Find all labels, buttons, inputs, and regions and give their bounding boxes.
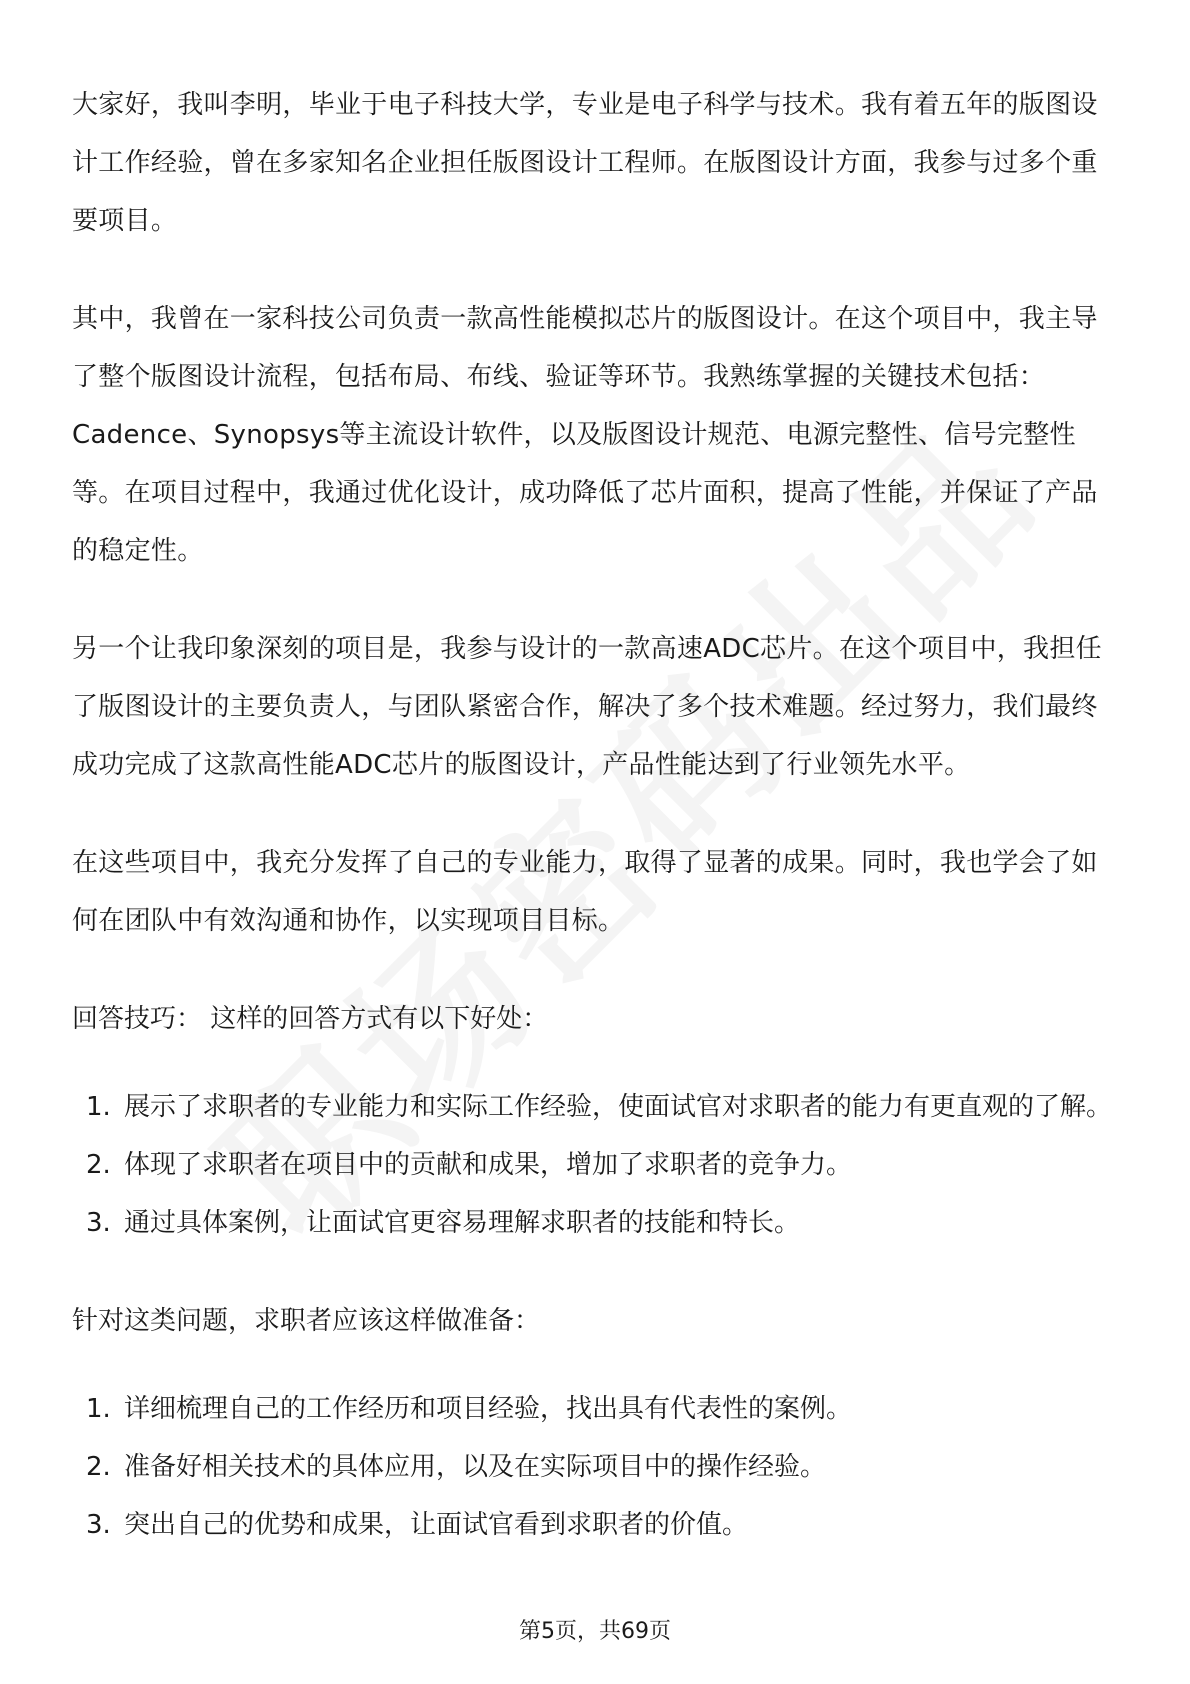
list-item-number: 2. xyxy=(86,1452,111,1482)
list-item-text: 体现了求职者在项目中的贡献和成果，增加了求职者的竞争力。 xyxy=(124,1150,853,1180)
prep-heading: 针对这类问题，求职者应该这样做准备： xyxy=(72,1306,541,1336)
list-item-text: 准备好相关技术的具体应用，以及在实际项目中的操作经验。 xyxy=(124,1452,827,1482)
tips-list xyxy=(72,1078,1118,1252)
page-number: 第5页，共69页 xyxy=(519,1619,671,1644)
document-body xyxy=(72,76,1118,1594)
list-item xyxy=(72,1496,1118,1554)
list-item-number: 3. xyxy=(86,1208,111,1238)
paragraph-intro: 大家好，我叫李明，毕业于电子科技大学，专业是电子科学与技术。我有着五年的版图设计工作经验，曾在多家知名企业担任版图设计工程师。在版图设计方面，我参与过多个重要项目。 xyxy=(72,90,1098,236)
list-item-text: 详细梳理自己的工作经历和项目经验，找出具有代表性的案例。 xyxy=(124,1394,853,1424)
list-item xyxy=(72,1078,1118,1136)
list-item-number: 1. xyxy=(86,1394,111,1424)
tips-heading: 回答技巧： 这样的回答方式有以下好处： xyxy=(72,1004,549,1034)
paragraph-project-analog-chip: 其中，我曾在一家科技公司负责一款高性能模拟芯片的版图设计。在这个项目中，我主导了整个版图设计流程，包括布局、布线、验证等环节。我熟练掌握的关键技术包括：Cadence、Synopsys等主流设计软件，以及版图设计规范、电源完整性、信号完整性等。在项目过程中，我通过优化设计，成功降低了芯片面积，提高了性能，并保证了产品的稳定性。 xyxy=(72,304,1098,566)
list-item-number: 2. xyxy=(86,1150,111,1180)
list-item xyxy=(72,1136,1118,1194)
paragraph-summary: 在这些项目中，我充分发挥了自己的专业能力，取得了显著的成果。同时，我也学会了如何在团队中有效沟通和协作，以实现项目目标。 xyxy=(72,848,1098,936)
list-item-text: 突出自己的优势和成果，让面试官看到求职者的价值。 xyxy=(124,1510,749,1540)
list-item xyxy=(72,1438,1118,1496)
list-item-number: 1. xyxy=(86,1092,111,1122)
list-item-text: 通过具体案例，让面试官更容易理解求职者的技能和特长。 xyxy=(124,1208,801,1238)
paragraph-project-adc: 另一个让我印象深刻的项目是，我参与设计的一款高速ADC芯片。在这个项目中，我担任了版图设计的主要负责人，与团队紧密合作，解决了多个技术难题。经过努力，我们最终成功完成了这款高性能ADC芯片的版图设计，产品性能达到了行业领先水平。 xyxy=(72,634,1102,780)
prep-list xyxy=(72,1380,1118,1554)
list-item-number: 3. xyxy=(86,1510,111,1540)
list-item xyxy=(72,1380,1118,1438)
list-item-text: 展示了求职者的专业能力和实际工作经验，使面试官对求职者的能力有更直观的了解。 xyxy=(124,1092,1113,1122)
list-item xyxy=(72,1194,1118,1252)
